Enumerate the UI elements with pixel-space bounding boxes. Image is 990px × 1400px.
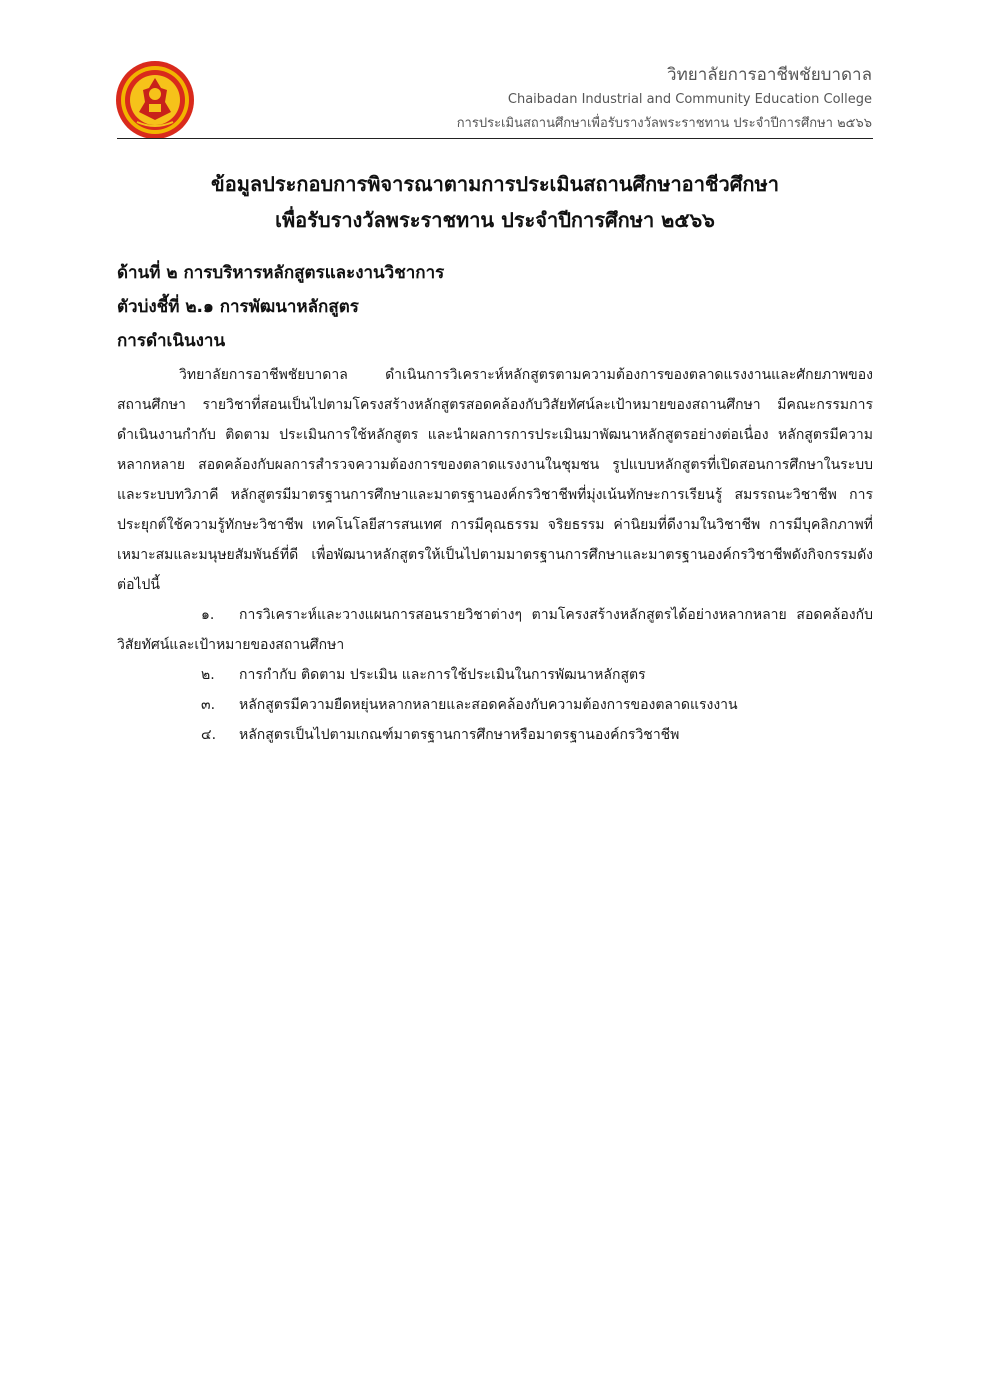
list-item-text: การกำกับ ติดตาม ประเมิน และการใช้ประเมินในการพัฒนาหลักสูตร [239,667,646,683]
header-subtitle: การประเมินสถานศึกษาเพื่อรับรางวัลพระราชทาน ประจำปีการศึกษา ๒๕๖๖ [456,116,872,131]
header-college-english: Chaibadan Industrial and Community Education College [507,92,872,107]
list-item [117,690,873,720]
list-item [117,600,873,660]
list-item-number: ๔. [201,727,217,743]
list-item-text: การวิเคราะห์และวางแผนการสอนรายวิชาต่างๆ ตามโครงสร้างหลักสูตรได้อย่างหลากหลาย สอดคล้องกับวิสัยทัศน์และเป้าหมายของสถานศึกษา [117,607,873,653]
activity-list [117,600,873,750]
list-item [117,720,873,750]
list-item-text: หลักสูตรมีความยืดหยุ่นหลากหลายและสอดคล้องกับความต้องการของตลาดแรงงาน [239,697,738,713]
list-item-number: ๓. [201,697,216,713]
body-content [117,360,873,750]
list-item-number: ๒. [201,667,215,683]
list-item-text: หลักสูตรเป็นไปตามเกณฑ์มาตรฐานการศึกษาหรือมาตรฐานองค์กรวิชาชีพ [239,727,680,743]
indicator-heading: ตัวบ่งชี้ที่ ๒.๑ การพัฒนาหลักสูตร [117,297,359,317]
header-divider [117,138,873,139]
operation-paragraph: วิทยาลัยการอาชีพชัยบาดาล ดำเนินการวิเคราะห์หลักสูตรตามความต้องการของตลาดแรงงานและศักยภาพของสถานศึกษา รายวิชาที่สอนเป็นไปตามโครงสร้างหลักสูตรสอดคล้องกับวิสัยทัศน์ละเป้าหมายของสถานศึกษา มีคณะกรรมการดำเนินงานกำกับ ติดตาม ประเมินการใช้หลักสูตร และนำผลการการประเมินมาพัฒนาหลักสูตรอย่างต่อเนื่อง หลักสูตรมีความหลากหลาย สอดคล้องกับผลการสำรวจความต้องการของตลาดแรงงานในชุมชน รูปแบบหลักสูตรที่เปิดสอนการศึกษาในระบบ และระบบทวิภาคี หลักสูตรมีมาตรฐานการศึกษาและมาตรฐานองค์กรวิชาชีพที่มุ่งเน้นทักษะการเรียนรู้ สมรรถนะวิชาชีพ การประยุกต์ใช้ความรู้ทักษะวิชาชีพ เทคโนโลยีสารสนเทศ การมีคุณธรรม จริยธรรม ค่านิยมที่ดีงามในวิชาชีพ การมีบุคลิกภาพที่เหมาะสมและมนุษยสัมพันธ์ที่ดี เพื่อพัฒนาหลักสูตรให้เป็นไปตามมาตรฐานการศึกษาและมาตรฐานองค์กรวิชาชีพดังกิจกรรมดังต่อไปนี้ [117,367,873,593]
aspect-heading: ด้านที่ ๒ การบริหารหลักสูตรและงานวิชาการ [117,263,445,283]
header-college-thai: วิทยาลัยการอาชีพชัยบาดาล [667,65,872,85]
document-title [117,166,873,238]
title-line-1: ข้อมูลประกอบการพิจารณาตามการประเมินสถานศึกษาอาชีวศึกษา [211,172,779,196]
list-item [117,660,873,690]
operation-heading: การดำเนินงาน [117,331,226,351]
college-seal-icon [115,60,195,140]
title-line-2: เพื่อรับรางวัลพระราชทาน ประจำปีการศึกษา ๒๕๖๖ [275,208,715,232]
list-item-number: ๑. [201,607,215,623]
page-header [457,62,872,136]
